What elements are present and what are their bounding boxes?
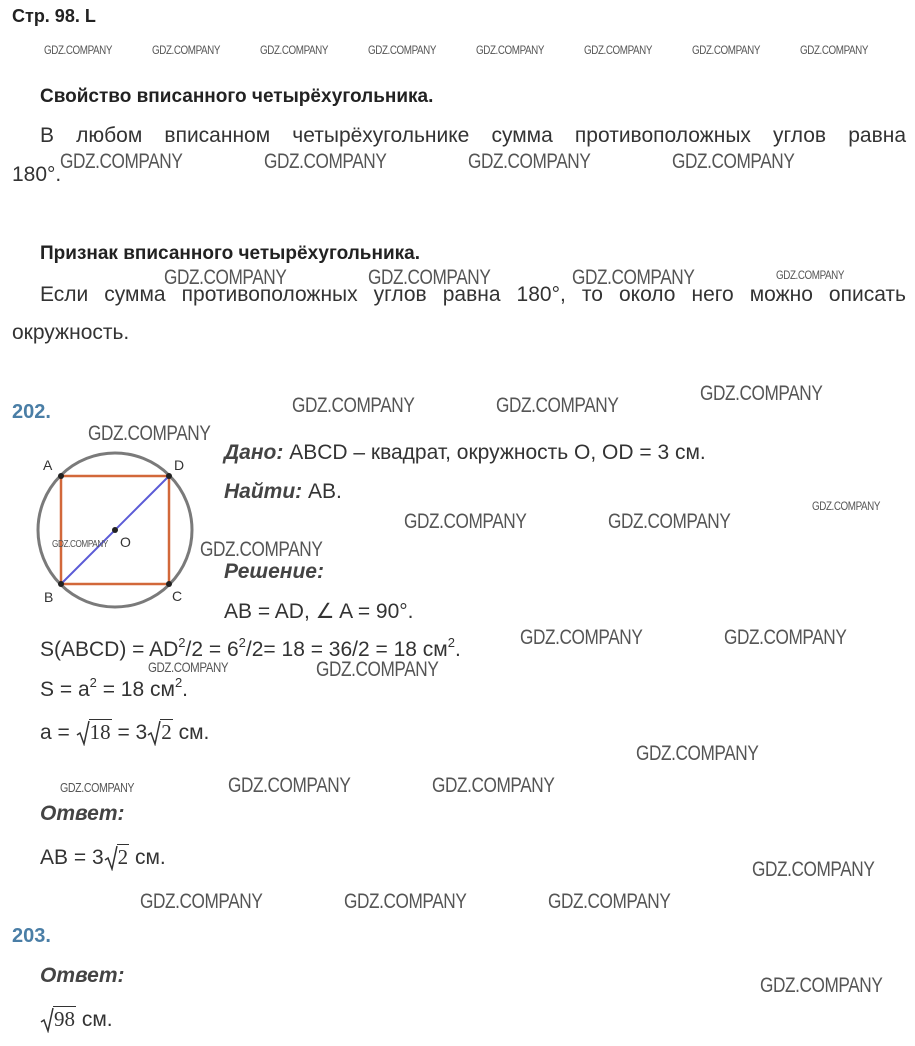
criterion-title: Признак вписанного четырёхугольника. bbox=[40, 243, 420, 264]
step2-part-1: S(ABCD) = AD bbox=[40, 638, 179, 661]
watermark: GDZ.COMPANY bbox=[776, 268, 845, 282]
answer-label-203: Ответ: bbox=[40, 964, 125, 987]
watermark: GDZ.COMPANY bbox=[404, 510, 527, 533]
radical-sign-icon bbox=[104, 845, 118, 871]
problem-203-number: 203. bbox=[12, 925, 51, 947]
property-title: Свойство вписанного четырёхугольника. bbox=[40, 86, 434, 107]
criterion-line-2: окружность. bbox=[12, 321, 130, 344]
step3-part-2: = 18 см bbox=[96, 678, 175, 701]
answer-202-part-2: см. bbox=[129, 846, 166, 869]
given-text: ABCD – квадрат, окружность O, OD = 3 см. bbox=[283, 441, 706, 464]
problem-202-number: 202. bbox=[12, 401, 51, 423]
watermark: GDZ.COMPANY bbox=[572, 266, 695, 289]
watermark: GDZ.COMPANY bbox=[760, 974, 883, 997]
vertex-b-point bbox=[58, 581, 64, 587]
solution-step-1: AB = AD, ∠ A = 90°. bbox=[224, 600, 414, 623]
solution-step-3 bbox=[40, 675, 189, 702]
radical-sign-icon bbox=[76, 720, 90, 746]
step2-sup-1: 2 bbox=[178, 635, 186, 650]
watermark: GDZ.COMPANY bbox=[228, 774, 351, 797]
watermark: GDZ.COMPANY bbox=[264, 150, 387, 173]
watermark: GDZ.COMPANY bbox=[476, 43, 545, 57]
property-line-1: В любом вписанном четырёхугольнике сумма противоположных углов равна bbox=[40, 124, 906, 147]
given-label: Дано: bbox=[224, 441, 284, 464]
page-header: Стр. 98. L bbox=[12, 6, 96, 26]
watermark: GDZ.COMPANY bbox=[260, 43, 329, 57]
label-b: B bbox=[44, 589, 54, 605]
step2-part-4: . bbox=[454, 638, 461, 661]
watermark: GDZ.COMPANY bbox=[584, 43, 653, 57]
step2-sup-2: 2 bbox=[238, 635, 246, 650]
sqrt-2: 2 bbox=[147, 720, 173, 745]
sqrt-18: 18 bbox=[76, 720, 112, 745]
vertex-c-point bbox=[166, 581, 172, 587]
answer-label-202: Ответ: bbox=[40, 802, 125, 825]
given-line bbox=[224, 441, 706, 465]
radical-sign-icon bbox=[147, 720, 161, 746]
center-o-point bbox=[112, 527, 118, 533]
vertex-a-point bbox=[58, 473, 64, 479]
solution-label: Решение: bbox=[224, 560, 324, 583]
step2-part-3: /2= 18 = 36/2 = 18 см bbox=[245, 638, 448, 661]
watermark: GDZ.COMPANY bbox=[672, 150, 795, 173]
watermark: GDZ.COMPANY bbox=[752, 858, 875, 881]
step2-part-2: /2 = 6 bbox=[185, 638, 239, 661]
answer-202 bbox=[40, 845, 166, 870]
watermark: GDZ.COMPANY bbox=[152, 43, 221, 57]
watermark: GDZ.COMPANY bbox=[692, 43, 761, 57]
step3-sup-1: 2 bbox=[89, 675, 97, 690]
watermark: GDZ.COMPANY bbox=[368, 43, 437, 57]
watermark: GDZ.COMPANY bbox=[368, 266, 491, 289]
step4-part-2: = 3 bbox=[111, 721, 148, 744]
watermark: GDZ.COMPANY bbox=[148, 659, 229, 675]
watermark: GDZ.COMPANY bbox=[608, 510, 731, 533]
step2-sup-3: 2 bbox=[447, 635, 455, 650]
watermark: GDZ.COMPANY bbox=[164, 266, 287, 289]
answer-203-part-2: см. bbox=[76, 1008, 113, 1031]
label-o: O bbox=[120, 534, 131, 550]
sqrt-98: 98 bbox=[40, 1007, 76, 1032]
watermark: GDZ.COMPANY bbox=[700, 382, 823, 405]
solution-step-4 bbox=[40, 720, 209, 745]
label-a: A bbox=[43, 457, 53, 473]
watermark: GDZ.COMPANY bbox=[44, 43, 113, 57]
watermark: GDZ.COMPANY bbox=[344, 890, 467, 913]
watermark: GDZ.COMPANY bbox=[812, 499, 881, 513]
label-d: D bbox=[174, 457, 185, 473]
label-c: C bbox=[172, 588, 183, 604]
answer-202-part-1: AB = 3 bbox=[40, 846, 104, 869]
vertex-d-point bbox=[166, 473, 172, 479]
watermark: GDZ.COMPANY bbox=[316, 658, 439, 681]
find-text: AB. bbox=[302, 480, 342, 503]
watermark: GDZ.COMPANY bbox=[88, 422, 211, 445]
watermark: GDZ.COMPANY bbox=[800, 43, 869, 57]
answer-203 bbox=[40, 1007, 113, 1032]
watermark: GDZ.COMPANY bbox=[432, 774, 555, 797]
step3-part-1: S = a bbox=[40, 678, 90, 701]
property-line-2: 180°. bbox=[12, 163, 62, 186]
watermark: GDZ.COMPANY bbox=[52, 539, 108, 550]
step4-part-1: a = bbox=[40, 721, 76, 744]
watermark: GDZ.COMPANY bbox=[140, 890, 263, 913]
step3-part-3: . bbox=[182, 678, 189, 701]
circle-square-figure bbox=[30, 445, 210, 615]
watermark: GDZ.COMPANY bbox=[636, 742, 759, 765]
step3-sup-2: 2 bbox=[174, 675, 183, 690]
sqrt-2-answer: 2 bbox=[104, 845, 130, 870]
step4-part-3: см. bbox=[172, 721, 210, 744]
watermark: GDZ.COMPANY bbox=[724, 626, 847, 649]
watermark: GDZ.COMPANY bbox=[520, 626, 643, 649]
find-line bbox=[224, 480, 342, 504]
criterion-line-1: Если сумма противоположных углов равна 180°, то около него можно описать bbox=[40, 283, 906, 306]
watermark: GDZ.COMPANY bbox=[60, 150, 183, 173]
watermark: GDZ.COMPANY bbox=[548, 890, 671, 913]
radical-sign-icon bbox=[40, 1007, 54, 1033]
watermark: GDZ.COMPANY bbox=[60, 780, 135, 795]
watermark: GDZ.COMPANY bbox=[292, 394, 415, 417]
watermark: GDZ.COMPANY bbox=[200, 538, 323, 561]
watermark: GDZ.COMPANY bbox=[496, 394, 619, 417]
watermark: GDZ.COMPANY bbox=[468, 150, 591, 173]
find-label: Найти: bbox=[224, 480, 303, 503]
